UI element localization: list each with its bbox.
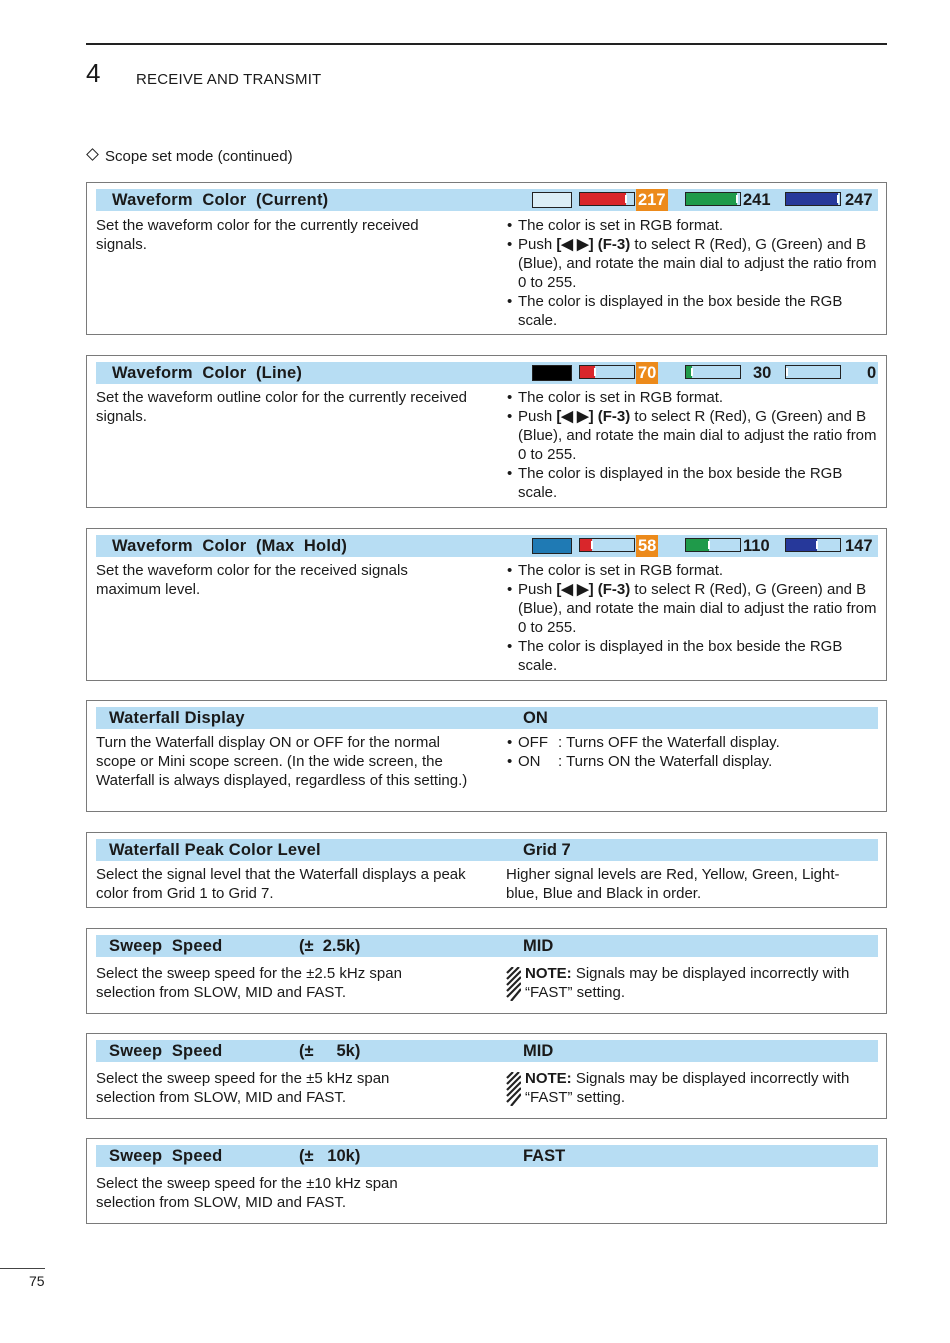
section-sweep-speed-5k [86,1033,887,1119]
section-description: Select the sweep speed for the ±2.5 kHz span selection from SLOW, MID and FAST. [96,965,402,1001]
green-slider-fill [686,539,709,551]
section-description: Select the sweep speed for the ±5 kHz span selection from SLOW, MID and FAST. [96,1070,390,1106]
section-title: Waveform Color (Max Hold) [112,537,348,555]
red-slider-knob [625,195,627,203]
section-header-bar [96,1145,878,1167]
green-value: 110 [743,537,770,555]
key-label: [◀ ▶] (F-3) [556,408,631,425]
setting-value[interactable]: MID [523,937,554,955]
section-header-bar [96,362,878,384]
note: NOTE: Signals may be displayed incorrectly with “FAST” setting. [525,965,850,1001]
section-title: Waterfall Display [109,709,245,727]
section-waterfall-peak-color-level [86,832,887,908]
section-sweep-speed-2-5k [86,928,887,1014]
bullet-item: • The color is set in RGB format. [507,217,724,234]
subhead [86,148,293,165]
section-description: Set the waveform color for the received signals maximum level. [96,562,408,598]
color-order-text: Higher signal levels are Red, Yellow, Green, Light-blue, Blue and Black in order. [506,866,840,902]
blue-slider-knob [786,368,788,376]
section-description: Select the signal level that the Waterfall displays a peak color from Grid 1 to Grid 7. [96,866,466,902]
setting-value[interactable]: FAST [523,1147,566,1165]
color-preview-swatch [532,192,572,208]
note-icon [506,1072,521,1106]
chapter-number: 4 [86,58,101,88]
span-label: (± 5k) [299,1042,361,1060]
green-slider-knob [691,368,693,376]
red-value: 58 [638,537,657,555]
bullet-list [506,216,882,330]
blue-slider-knob [837,195,839,203]
section-description: Turn the Waterfall display ON or OFF for the normal scope or Mini scope screen. (In the wide screen, the Waterfall is always displayed, regardless of this setting.) [96,734,468,789]
note-label: NOTE: [525,965,572,982]
setting-value[interactable]: ON [523,709,548,727]
setting-value[interactable]: MID [523,1042,554,1060]
red-slider-knob [594,368,596,376]
key-label: [◀ ▶] (F-3) [556,581,631,598]
green-slider[interactable] [685,538,741,552]
section-description: Set the waveform outline color for the currently received signals. [96,389,468,425]
diamond-icon [86,148,99,161]
bullet-item: • The color is set in RGB format. [507,562,724,579]
section-title: Waveform Color (Current) [112,191,329,209]
bullet-item: • Push [◀ ▶] (F-3) to select R (Red), G (Green) and B (Blue), and rotate the main dial to adjust the ratio from 0 to 255. [507,408,877,463]
bullet-list [506,561,882,675]
red-value: 217 [638,191,666,209]
section-header-bar [96,535,878,557]
bullet-item: • Push [◀ ▶] (F-3) to select R (Red), G (Green) and B (Blue), and rotate the main dial to adjust the ratio from 0 to 255. [507,581,877,636]
option-list [506,733,882,771]
note: NOTE: Signals may be displayed incorrectly with “FAST” setting. [525,1070,850,1106]
blue-slider[interactable] [785,192,841,206]
bullet-item: • The color is displayed in the box beside the RGB scale. [507,638,843,674]
section-title: Sweep Speed [109,1042,223,1060]
chapter-title: RECEIVE AND TRANSMIT [136,71,322,88]
bullet-list [506,388,882,502]
green-slider-knob [736,195,738,203]
section-description: Select the sweep speed for the ±10 kHz span selection from SLOW, MID and FAST. [96,1175,398,1211]
section-header-bar [96,839,878,861]
section-title: Sweep Speed [109,1147,223,1165]
section-title: Waterfall Peak Color Level [109,841,321,859]
note-icon [506,967,521,1001]
red-slider-fill [580,193,626,205]
span-label: (± 10k) [299,1147,361,1165]
blue-slider[interactable] [785,365,841,379]
red-slider[interactable] [579,365,635,379]
section-header-bar [96,189,878,211]
section-title: Sweep Speed [109,937,223,955]
section-sweep-speed-10k [86,1138,887,1224]
blue-slider-knob [816,541,818,549]
top-rule [86,43,887,45]
section-header-bar [96,707,878,729]
green-value: 30 [753,364,772,382]
blue-slider-fill [786,539,817,551]
red-value: 70 [638,364,657,382]
section-waterfall-display [86,700,887,812]
section-waveform-color-line [86,355,887,508]
section-header-bar [96,1040,878,1062]
section-waveform-color-max-hold [86,528,887,681]
red-slider[interactable] [579,538,635,552]
green-slider-knob [708,541,710,549]
blue-value: 0 [867,364,877,382]
blue-value: 147 [845,537,873,555]
blue-slider[interactable] [785,538,841,552]
blue-slider-fill [786,193,838,205]
bullet-item: • The color is displayed in the box beside the RGB scale. [507,293,843,329]
page-number: 75 [29,1273,45,1289]
green-slider[interactable] [685,365,741,379]
section-waveform-color-current [86,182,887,335]
blue-value: 247 [845,191,873,209]
option-item: • ON : Turns ON the Waterfall display. [507,753,773,770]
page-rule [0,1268,45,1269]
setting-value[interactable]: Grid 7 [523,841,571,859]
color-preview-swatch [532,538,572,554]
red-slider[interactable] [579,192,635,206]
note-label: NOTE: [525,1070,572,1087]
section-description: Set the waveform color for the currently received signals. [96,217,419,253]
green-value: 241 [743,191,771,209]
option-item: • OFF : Turns OFF the Waterfall display. [507,734,780,751]
green-slider[interactable] [685,192,741,206]
section-title: Waveform Color (Line) [112,364,303,382]
red-slider-knob [591,541,593,549]
bullet-item: • Push [◀ ▶] (F-3) to select R (Red), G (Green) and B (Blue), and rotate the main dial to adjust the ratio from 0 to 255. [507,236,877,291]
subhead-text: Scope set mode (continued) [105,148,293,165]
color-preview-swatch [532,365,572,381]
green-slider-fill [686,193,737,205]
bullet-item: • The color is set in RGB format. [507,389,724,406]
bullet-item: • The color is displayed in the box beside the RGB scale. [507,465,843,501]
span-label: (± 2.5k) [299,937,361,955]
key-label: [◀ ▶] (F-3) [556,236,631,253]
section-header-bar [96,935,878,957]
red-slider-fill [580,366,595,378]
